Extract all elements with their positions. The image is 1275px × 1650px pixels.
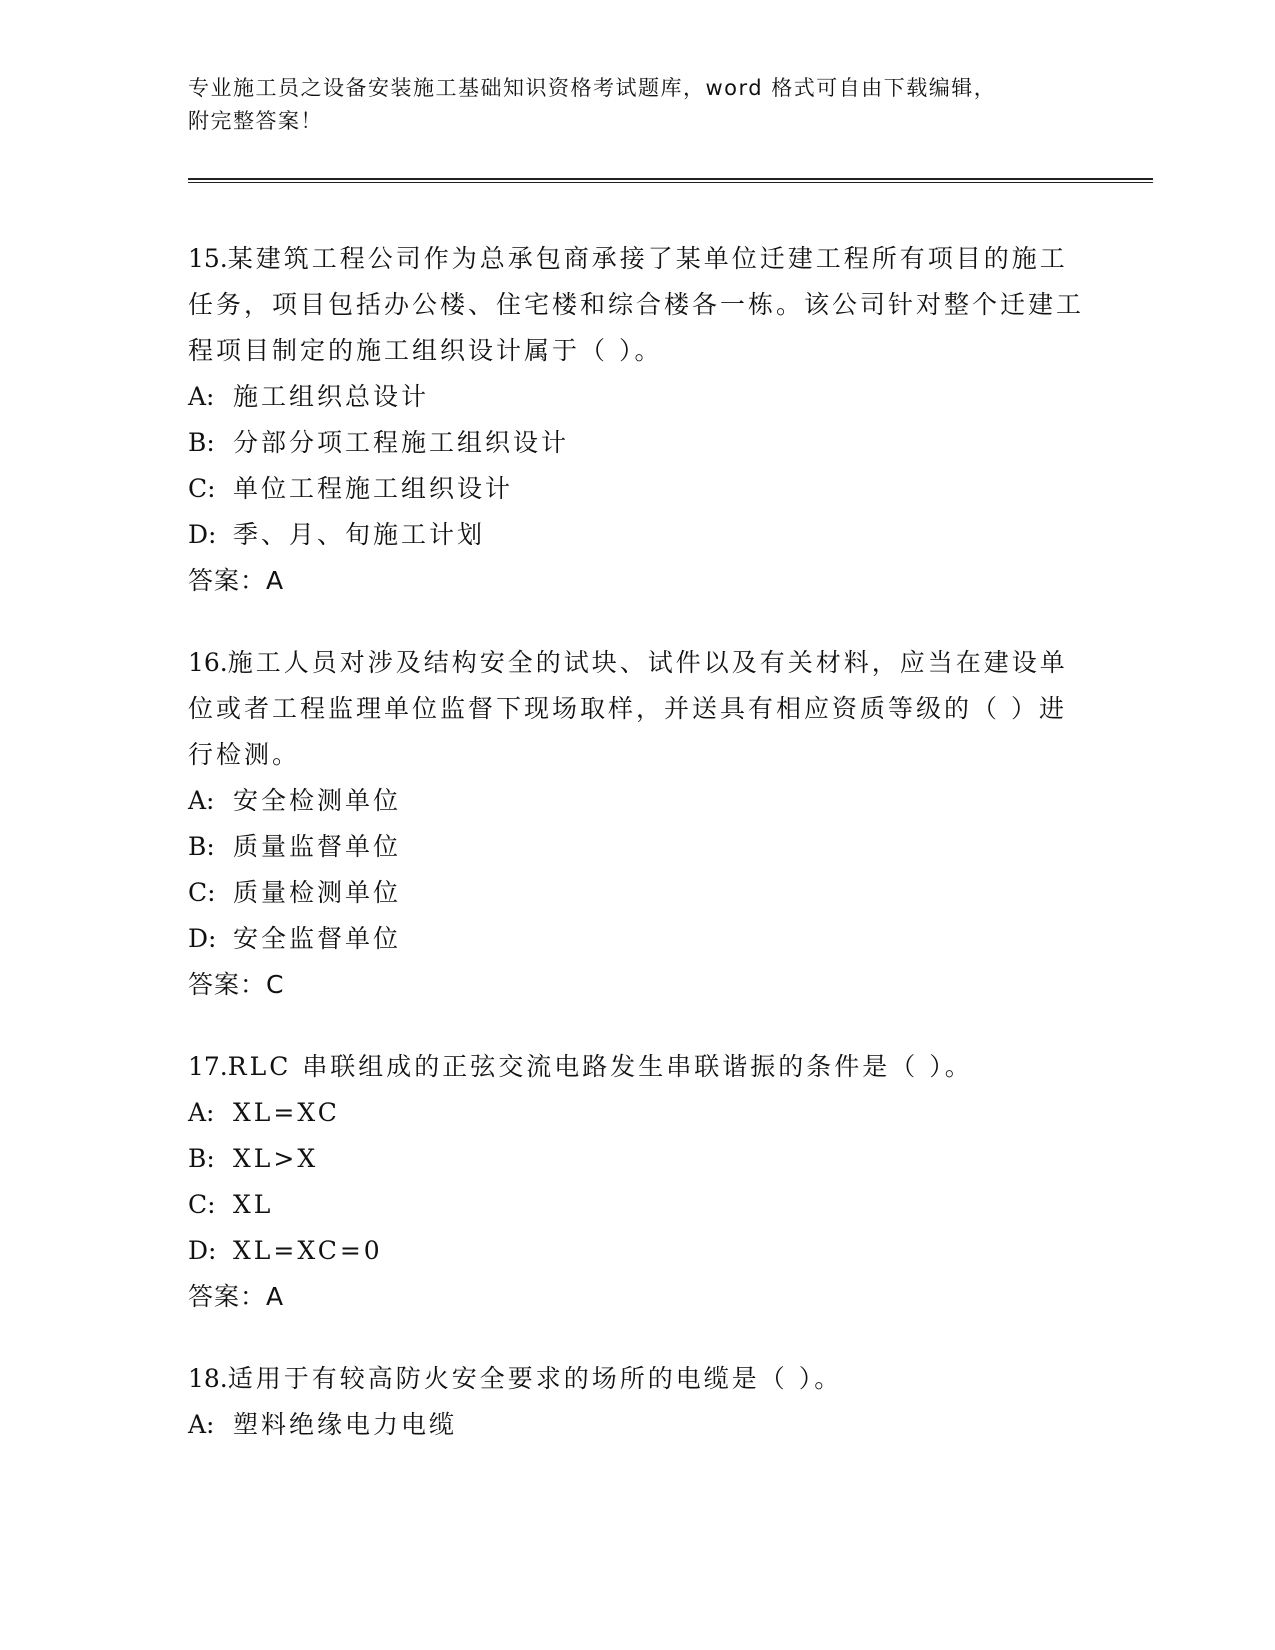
option-a <box>188 374 1088 420</box>
document-header <box>188 72 1088 138</box>
question-text: 某建筑工程公司作为总承包商承接了某单位迁建工程所有项目的施工任务，项目包括办公楼、住宅楼和综合楼各一栋。该公司针对整个迁建工程项目制定的施工组织设计属于（ ）。 <box>188 244 1085 365</box>
option-text: 施工组织总设计 <box>233 382 430 411</box>
option-text: 季、月、旬施工计划 <box>233 520 486 549</box>
question-18 <box>188 1356 1088 1448</box>
option-text: XL=XC=0 <box>233 1236 383 1265</box>
header-line-1: 专业施工员之设备安装施工基础知识资格考试题库，word 格式可自由下载编辑， <box>188 76 997 100</box>
option-b <box>188 824 1088 870</box>
option-c <box>188 1182 1088 1228</box>
question-number: 16. <box>188 648 228 677</box>
option-a <box>188 778 1088 824</box>
question-stem <box>188 1356 1088 1402</box>
question-number: 15. <box>188 244 228 273</box>
option-letter: D: <box>188 520 217 549</box>
option-text: XL <box>233 1190 274 1219</box>
option-a <box>188 1090 1088 1136</box>
option-letter: B: <box>188 832 215 861</box>
option-letter: C: <box>188 474 216 503</box>
question-text: RLC 串联组成的正弦交流电路发生串联谐振的条件是（ ）。 <box>227 1052 973 1081</box>
question-stem <box>188 236 1088 374</box>
answer-line: 答案：A <box>188 1282 285 1311</box>
option-a <box>188 1402 1088 1448</box>
option-text: 塑料绝缘电力电缆 <box>233 1410 458 1439</box>
option-text: 安全检测单位 <box>233 786 402 815</box>
answer-line: 答案：C <box>188 970 285 999</box>
header-line-2: 附完整答案！ <box>188 109 323 133</box>
option-text: XL=XC <box>233 1098 340 1127</box>
option-text: 质量监督单位 <box>233 832 402 861</box>
option-letter: C: <box>188 1190 216 1219</box>
option-letter: A: <box>188 1410 215 1439</box>
option-c <box>188 466 1088 512</box>
question-list <box>188 236 1088 1484</box>
option-text: 安全监督单位 <box>233 924 402 953</box>
question-text: 适用于有较高防火安全要求的场所的电缆是（ ）。 <box>227 1364 843 1393</box>
option-text: 单位工程施工组织设计 <box>233 474 514 503</box>
option-letter: D: <box>188 924 217 953</box>
option-letter: A: <box>188 1098 215 1127</box>
question-text: 施工人员对涉及结构安全的试块、试件以及有关材料，应当在建设单位或者工程监理单位监督下现场取样，并送具有相应资质等级的（ ）进行检测。 <box>188 648 1068 769</box>
question-stem <box>188 1044 1088 1090</box>
option-text: 分部分项工程施工组织设计 <box>233 428 570 457</box>
option-text: XL>X <box>233 1144 319 1173</box>
option-b <box>188 420 1088 466</box>
question-17 <box>188 1044 1088 1320</box>
option-d <box>188 512 1088 558</box>
option-d <box>188 1228 1088 1274</box>
option-letter: B: <box>188 428 215 457</box>
option-letter: B: <box>188 1144 215 1173</box>
option-letter: A: <box>188 786 215 815</box>
option-text: 质量检测单位 <box>233 878 402 907</box>
answer-line: 答案：A <box>188 566 285 595</box>
option-b <box>188 1136 1088 1182</box>
question-number: 17. <box>188 1052 228 1081</box>
question-16 <box>188 640 1088 1008</box>
question-15 <box>188 236 1088 604</box>
question-stem <box>188 640 1088 778</box>
option-letter: A: <box>188 382 215 411</box>
option-d <box>188 916 1088 962</box>
header-divider <box>188 178 1153 183</box>
option-letter: D: <box>188 1236 217 1265</box>
option-c <box>188 870 1088 916</box>
question-number: 18. <box>188 1364 228 1393</box>
option-letter: C: <box>188 878 216 907</box>
